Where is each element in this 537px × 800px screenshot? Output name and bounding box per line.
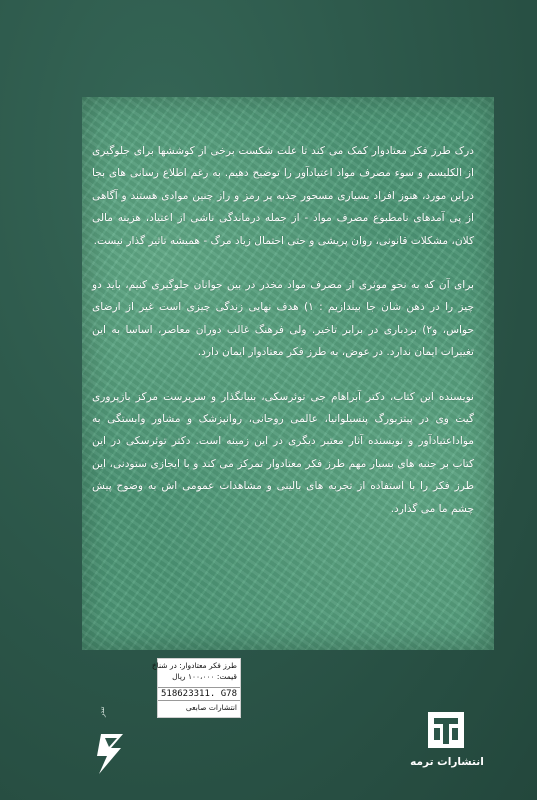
paragraph-3: نویسنده این کتاب، دکتر آبراهام جی توئرسکی، بنیانگذار و سرپرست مرکز بازپروری گیت وی در پیتزبورگ پنسیلوانیا، عالمی روحانی، روانپزشک و مشاور وابستگی به مواداعتیادآور و نویسنده آثار معتبر دیگری در این زمینه است. دکتر توئرسکی در این کتاب بر جنبه های بسیار مهم طرز فکر معتادوار تمرکز می کند و با ایجازی ستودنی، این طرز فکر را با استفاده از تجربه های بالینی و مشاهدات عمومی اش به وضوح پیش چشم ما می گذارد. [92,390,474,515]
publisher-logo-icon [426,710,466,750]
left-logo-label: تندر [98,706,106,717]
paragraph-1: درک طرز فکر معتادوار کمک می کند تا علت شکست برخی از کوششها برای جلوگیری از الکلیسم و سوء مصرف مواد اعتیادآور را توضیح دهیم. به رغم اطلاع رسانی های بجا دراین مورد، هنوز افراد بسیاری مسحور جذبه پر رمز و راز چنین موادی هستند و آگاهی از پی آمدهای نامطبوع مصرف مواد - از جمله درماندگی ناشی از اعتیاد، هزینه مالی کلان، مشکلات قانونی، روان پریشی و حتی احتمال زیاد مرگ - همیشه تاثیر گذار نیست. [92,145,474,247]
sticker-title: طرز فکر معتادوار: در شناخ [151,661,237,670]
sticker-code-row [158,687,240,701]
paragraph-2: برای آن که به نحو موثری از مصرف مواد مخدر در بین جوانان جلوگیری کنیم، باید دو چیز را در ذهن شان جا بیندازیم : ۱) هدف نهایی زندگی چیزی است غیر از ارضای حواس، و۲) بردباری در برابر تاخیر. ولی فرهنگ غالب دوران معاصر، اساسا به این تغییرات ایمان ندارد. در عوض، به طرز فکر معتادوار ایمان دارد. [92,279,475,359]
lightning-logo-icon [93,732,127,776]
sticker-code-right: 3311. G78 [188,689,237,699]
blurb-text [92,140,474,520]
sticker-price: قیمت: ۱۰۰،۰۰۰ ریال [172,672,237,681]
price-sticker [151,658,241,718]
sticker-code-left: 51862 [161,689,189,699]
sticker-publisher: انتشارات صابعی [185,703,237,712]
publisher-name: انتشارات ترمه [410,756,484,768]
